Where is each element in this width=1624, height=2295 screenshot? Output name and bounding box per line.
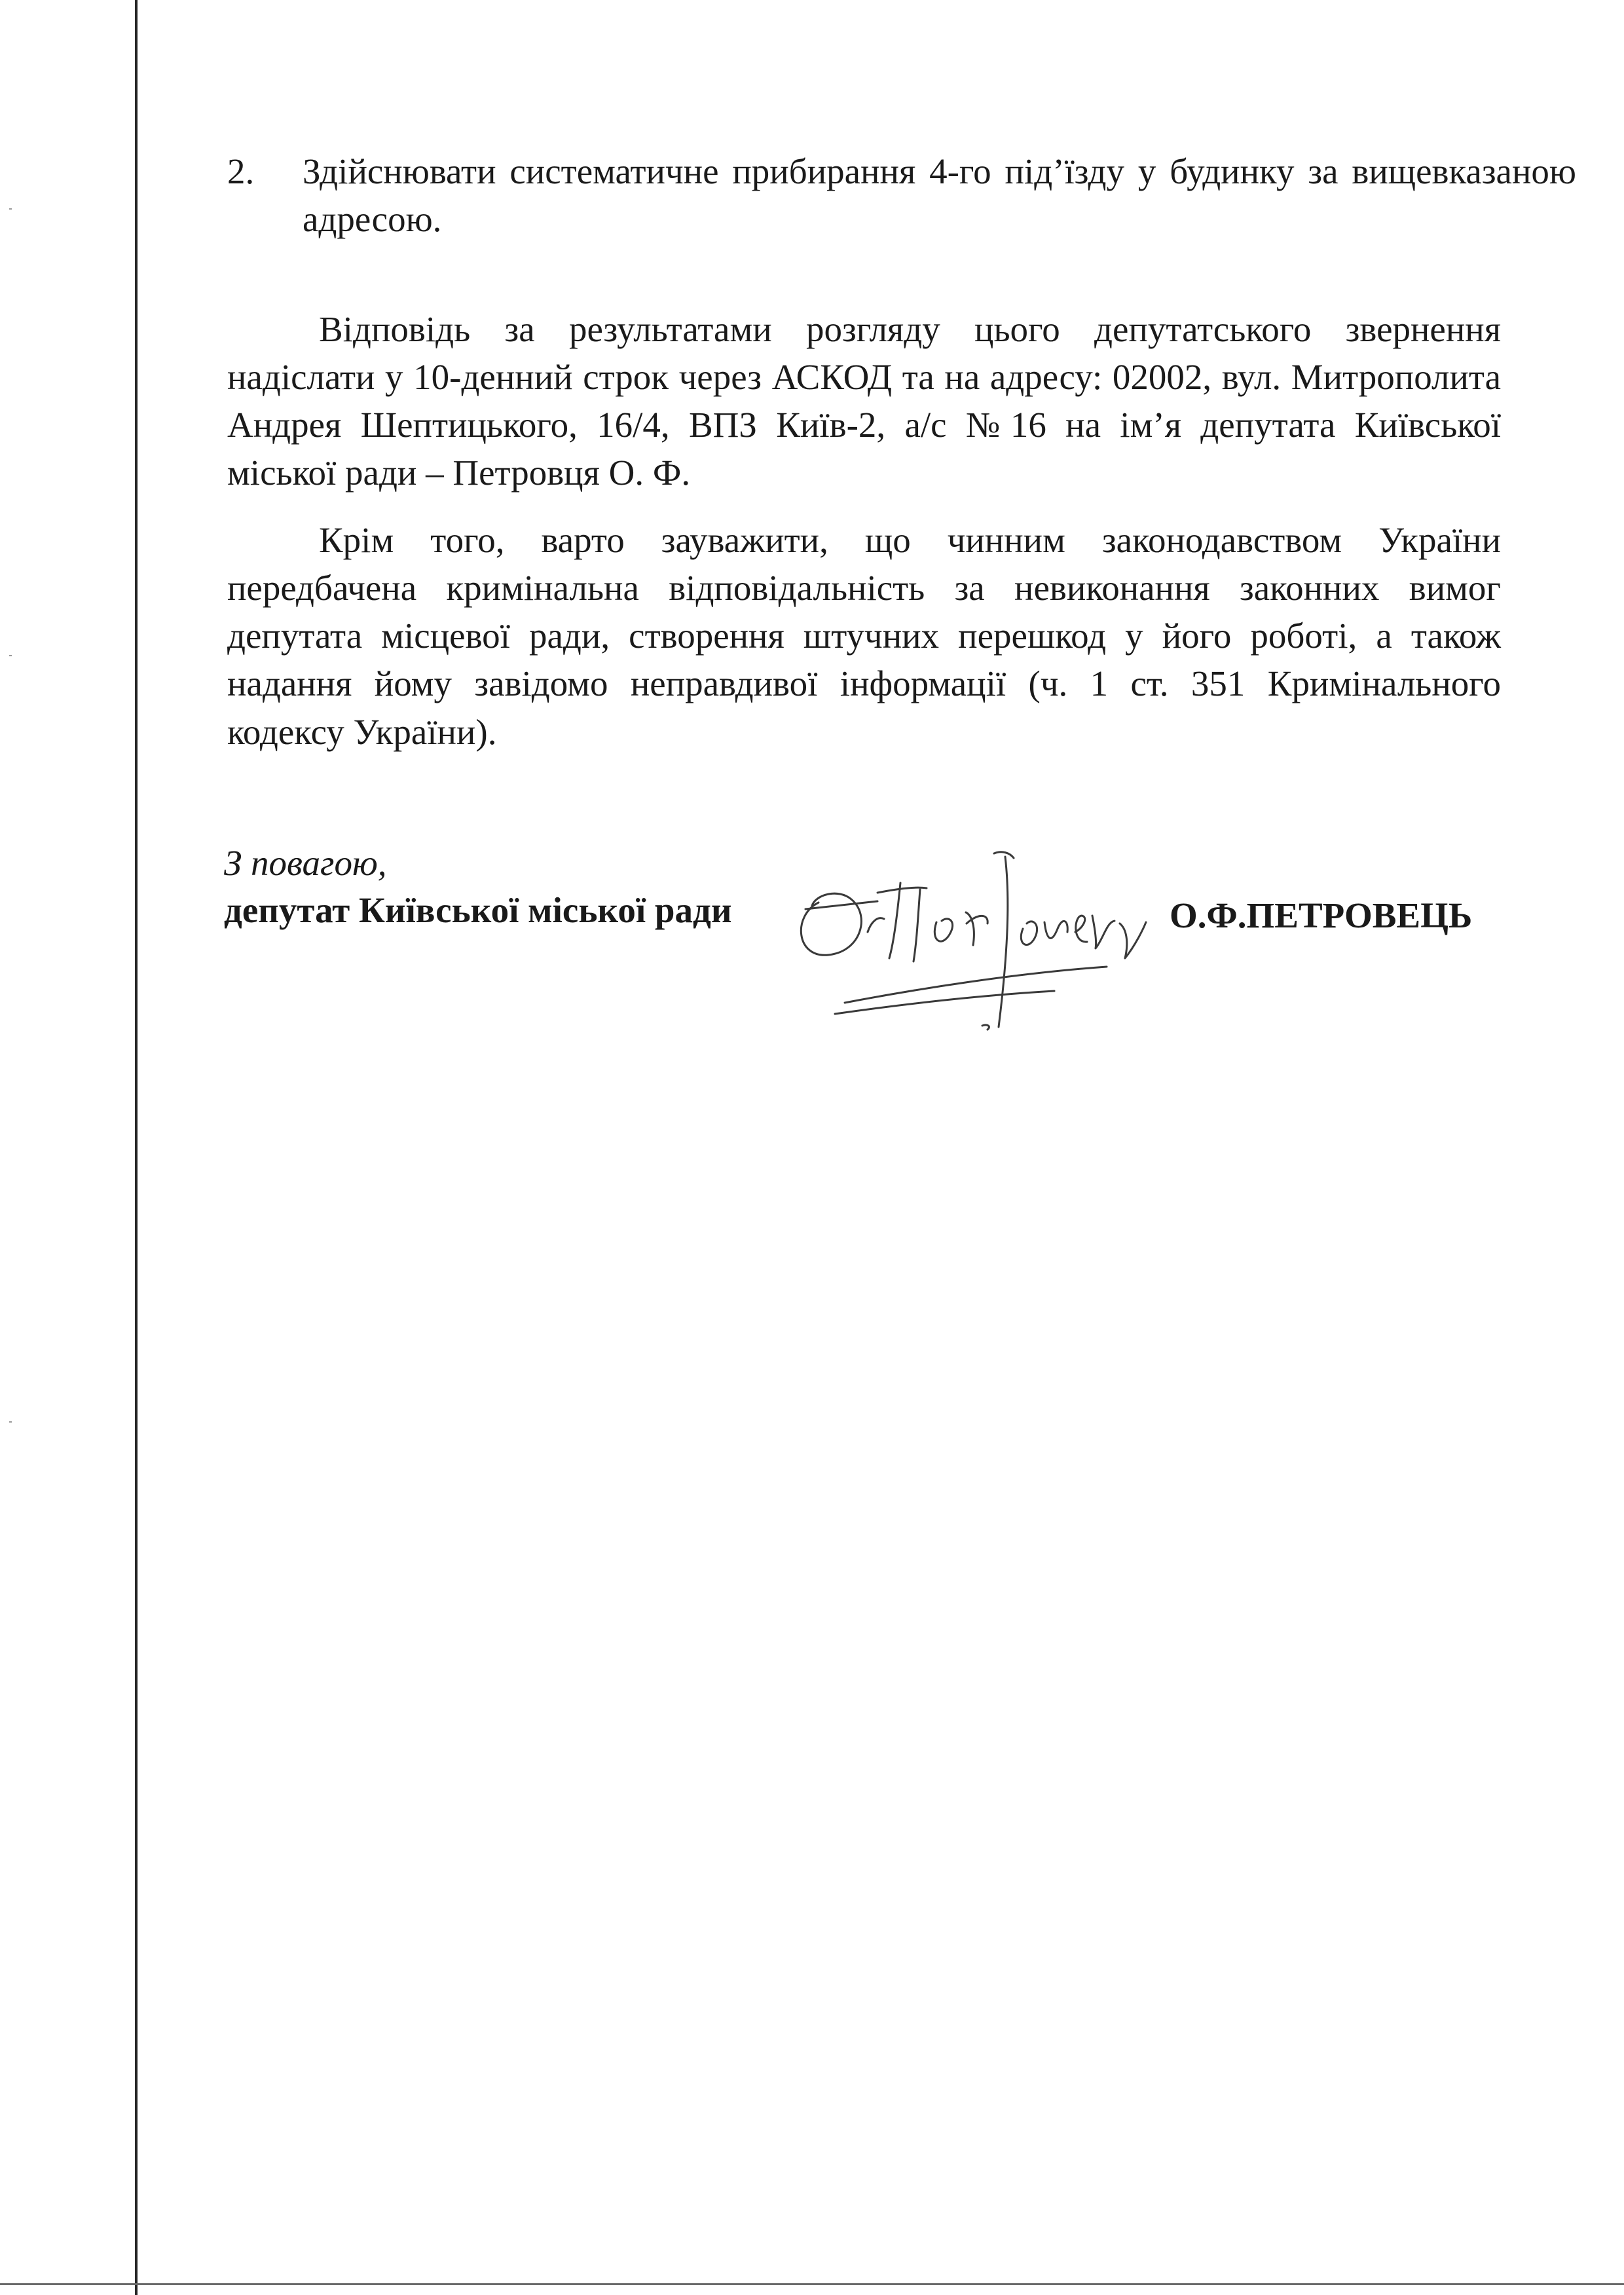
scan-left-edge: [135, 0, 138, 2295]
signer-name: О.Ф.ПЕТРОВЕЦЬ: [1170, 895, 1473, 935]
list-item-number: 2.: [227, 151, 255, 191]
signature-image: [779, 817, 1159, 1040]
scan-speck: [9, 1421, 12, 1423]
liability-paragraph: Крім того, варто зауважити, що чинним законодавством України передбачена кримінальна відповідальність за невиконання законних вимог депутата місцевої ради, створення штучних перешкод у його роботі, а також надання йому завідомо неправдивої інформації (ч. 1 ст. 351 Кримінального кодексу України).: [227, 520, 1501, 752]
scan-speck: [9, 655, 12, 656]
response-paragraph: Відповідь за результатами розгляду цього депутатського звернення надіслати у 10-денний строк через АСКОД та на адресу: 02002, вул. Митрополита Андрея Шептицького, 16/4, ВПЗ Київ-2, а/с №16 на ім’я депутата Київської міської ради – Петровця О. Ф.: [227, 309, 1501, 493]
closing-salutation: З повагою,: [224, 843, 387, 883]
list-item-text: Здійснювати систематичне прибирання 4-го під’їзду у будинку за вищевказаною адресою.: [303, 151, 1576, 240]
scan-bottom-edge: [0, 2283, 1624, 2285]
list-item-2: [227, 147, 1576, 243]
signer-position: депутат Київської міської ради: [224, 890, 732, 930]
scan-speck: [9, 208, 12, 210]
